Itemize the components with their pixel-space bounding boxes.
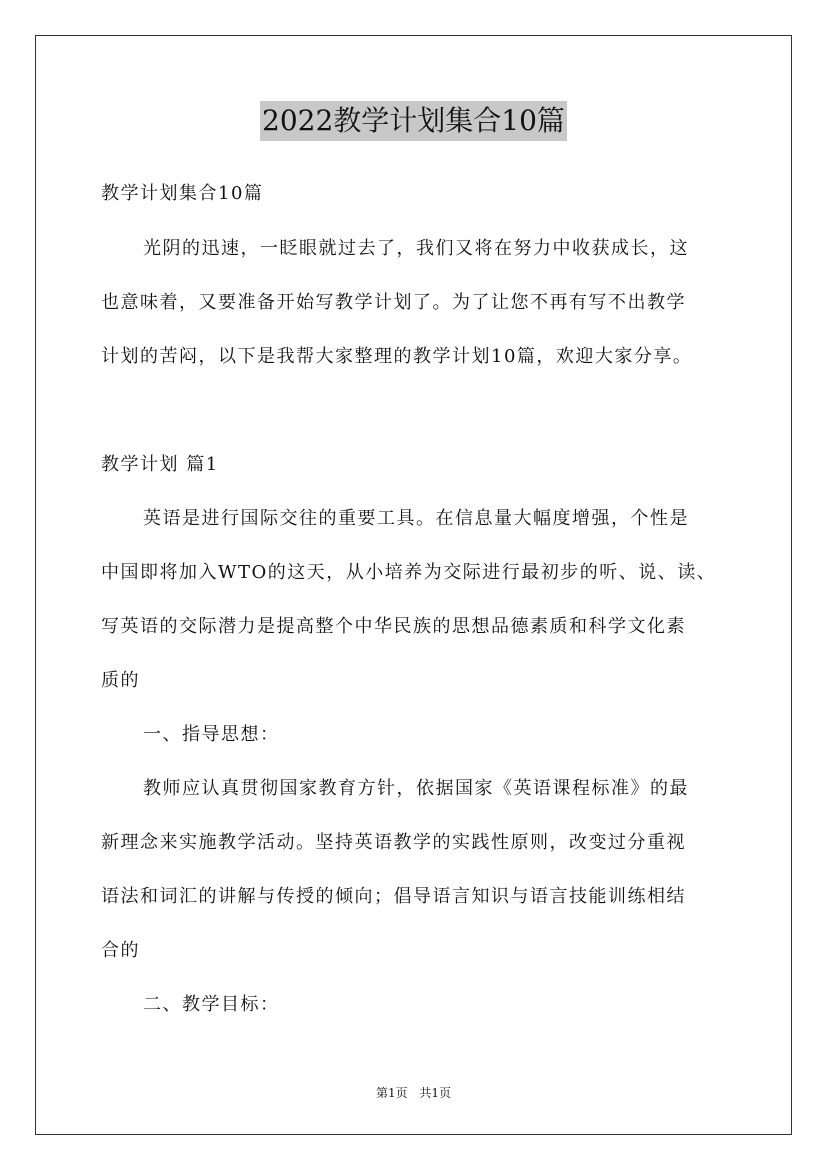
page-number: 第1页 [375, 1086, 408, 1100]
page-footer [0, 1085, 827, 1101]
section-body-line-2: 中国即将加入WTO的这天，从小培养为交际进行最初步的听、说、读、 [101, 562, 717, 583]
section-body-line-4: 质的 [101, 670, 140, 691]
section-heading: 教学计划 篇1 [101, 454, 219, 475]
section-body-line-3: 写英语的交际潜力是提高整个中华民族的思想品德素质和科学文化素 [101, 616, 686, 637]
intro-line-3: 计划的苦闷，以下是我帮大家整理的教学计划10篇，欢迎大家分享。 [101, 346, 693, 367]
page-total: 共1页 [419, 1086, 452, 1100]
heading-guiding-ideology: 一、指导思想： [143, 724, 280, 745]
title-container [0, 101, 827, 141]
ideology-line-4: 合的 [101, 940, 140, 961]
heading-teaching-goals: 二、教学目标： [143, 994, 280, 1015]
ideology-line-3: 语法和词汇的讲解与传授的倾向；倡导语言知识与语言技能训练相结 [101, 886, 686, 907]
intro-line-1: 光阴的迅速，一眨眼就过去了，我们又将在努力中收获成长，这 [143, 238, 689, 259]
document-title: 2022教学计划集合10篇 [260, 101, 567, 141]
section-body-line-1: 英语是进行国际交往的重要工具。在信息量大幅度增强，个性是 [143, 508, 689, 529]
intro-line-2: 也意味着，又要准备开始写教学计划了。为了让您不再有写不出教学 [101, 292, 686, 313]
document-subtitle: 教学计划集合10篇 [101, 183, 264, 204]
ideology-line-1: 教师应认真贯彻国家教育方针，依据国家《英语课程标准》的最 [143, 778, 689, 799]
ideology-line-2: 新理念来实施教学活动。坚持英语教学的实践性原则，改变过分重视 [101, 832, 686, 853]
